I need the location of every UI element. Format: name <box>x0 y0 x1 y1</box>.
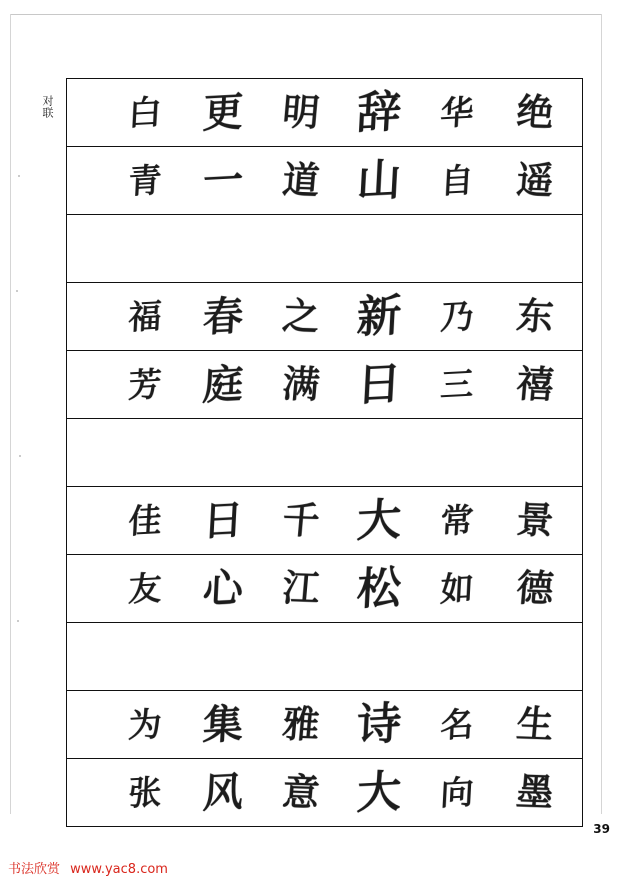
calligraphy-glyph: 向 <box>439 772 475 813</box>
calligraphy-glyph: 三 <box>439 364 475 405</box>
calligraphy-glyph: 风 <box>201 767 245 817</box>
calligraphy-row <box>67 79 582 147</box>
scan-speck <box>17 620 19 622</box>
calligraphy-glyph: 更 <box>201 87 245 137</box>
scan-speck <box>16 290 18 292</box>
calligraphy-row <box>67 691 582 759</box>
calligraphy-glyph: 张 <box>127 772 163 813</box>
calligraphy-glyph: 白 <box>127 92 163 133</box>
calligraphy-glyph: 诗 <box>355 697 403 751</box>
calligraphy-glyph: 日 <box>201 495 245 545</box>
calligraphy-glyph: 意 <box>280 769 322 815</box>
calligraphy-glyph: 德 <box>514 565 556 611</box>
scan-edge-left <box>10 14 11 814</box>
calligraphy-glyph: 常 <box>439 500 475 541</box>
calligraphy-glyph: 华 <box>439 92 475 133</box>
calligraphy-row-empty <box>67 623 582 691</box>
calligraphy-row-glyphs <box>67 555 582 622</box>
calligraphy-row <box>67 283 582 351</box>
site-name: 书法欣赏 <box>8 862 61 877</box>
calligraphy-glyph: 新 <box>355 289 403 343</box>
calligraphy-glyph: 春 <box>201 291 245 341</box>
calligraphy-glyph: 芳 <box>127 364 163 405</box>
calligraphy-glyph: 山 <box>355 153 403 207</box>
calligraphy-row-glyphs <box>67 283 582 350</box>
calligraphy-glyph: 绝 <box>514 89 556 135</box>
calligraphy-glyph: 名 <box>439 704 475 745</box>
calligraphy-glyph: 心 <box>201 563 245 613</box>
calligraphy-glyph: 松 <box>355 561 403 615</box>
calligraphy-glyph: 辞 <box>355 85 403 139</box>
calligraphy-row-empty <box>67 215 582 283</box>
calligraphy-row <box>67 147 582 215</box>
calligraphy-glyph: 如 <box>439 568 475 609</box>
calligraphy-glyph: 千 <box>280 497 322 543</box>
calligraphy-row-glyphs <box>67 691 582 758</box>
calligraphy-glyph: 东 <box>514 293 556 339</box>
calligraphy-row-glyphs <box>67 351 582 418</box>
calligraphy-row <box>67 759 582 827</box>
calligraphy-row-glyphs <box>67 79 582 146</box>
calligraphy-glyph: 大 <box>355 493 403 547</box>
calligraphy-glyph: 庭 <box>201 359 245 409</box>
calligraphy-glyph: 遥 <box>514 157 556 203</box>
scan-edge-right <box>601 14 602 814</box>
calligraphy-glyph: 乃 <box>439 296 475 337</box>
calligraphy-glyph: 青 <box>127 160 163 201</box>
calligraphy-glyph: 墨 <box>514 769 556 815</box>
calligraphy-glyph: 江 <box>280 565 322 611</box>
scan-speck <box>19 455 21 457</box>
calligraphy-glyph: 佳 <box>127 500 163 541</box>
calligraphy-row-glyphs <box>67 759 582 826</box>
site-credit <box>8 858 168 877</box>
calligraphy-glyph: 为 <box>127 704 163 745</box>
calligraphy-glyph: 福 <box>127 296 163 337</box>
calligraphy-row <box>67 351 582 419</box>
calligraphy-row-glyphs <box>67 487 582 554</box>
section-label: 对联 <box>41 95 54 119</box>
page-number: 39 <box>593 822 610 836</box>
calligraphy-glyph: 雅 <box>280 701 322 747</box>
calligraphy-glyph: 自 <box>439 160 475 201</box>
calligraphy-glyph: 日 <box>355 357 403 411</box>
calligraphy-glyph: 一 <box>201 155 245 205</box>
calligraphy-glyph: 生 <box>514 701 556 747</box>
calligraphy-glyph: 友 <box>127 568 163 609</box>
calligraphy-glyph: 明 <box>280 89 322 135</box>
calligraphy-glyph: 道 <box>280 157 322 203</box>
calligraphy-glyph: 集 <box>201 699 245 749</box>
calligraphy-glyph: 禧 <box>514 361 556 407</box>
calligraphy-row-empty <box>67 419 582 487</box>
scan-edge-top <box>10 14 602 15</box>
calligraphy-glyph: 大 <box>355 765 403 819</box>
site-url: www.yac8.com <box>70 862 168 877</box>
scan-speck <box>18 175 20 177</box>
calligraphy-glyph: 景 <box>514 497 556 543</box>
calligraphy-row <box>67 487 582 555</box>
calligraphy-glyph: 之 <box>280 293 322 339</box>
calligraphy-row <box>67 555 582 623</box>
calligraphy-row-glyphs <box>67 147 582 214</box>
calligraphy-glyph: 满 <box>280 361 322 407</box>
calligraphy-grid <box>66 78 583 827</box>
